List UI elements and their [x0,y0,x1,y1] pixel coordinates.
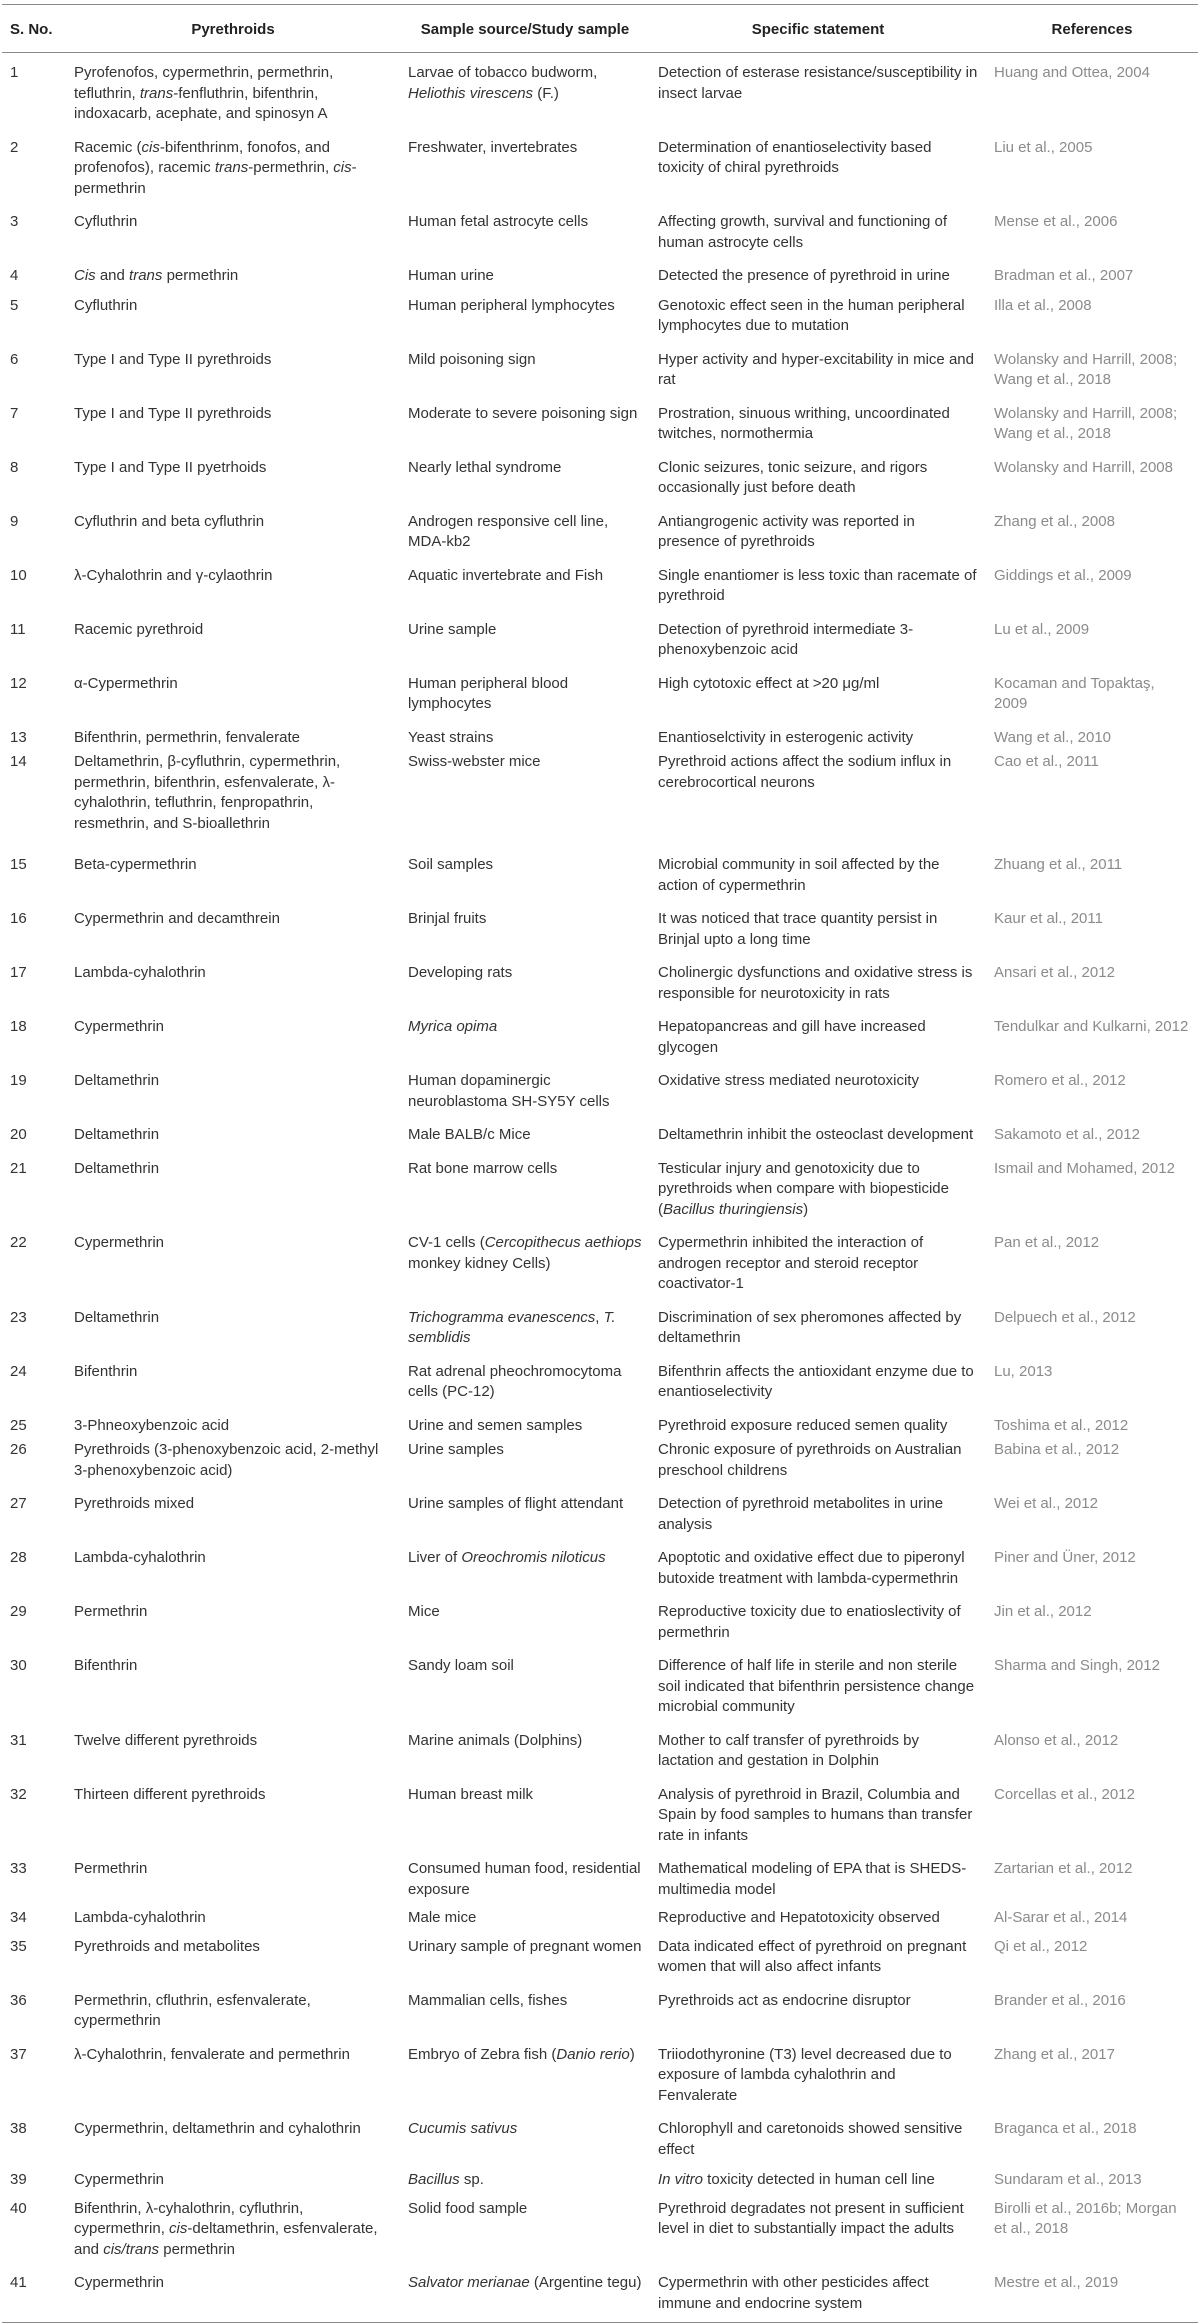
cell-reference: Cao et al., 2011 [994,753,1099,770]
cell-specific-statement: Mother to calf transfer of pyrethroids by lactation and gestation in Dolphin [658,1731,919,1769]
cell-specific-statement: Difference of half life in sterile and non sterile soil indicated that bifenthrin persistence change microbial community [658,1657,975,1715]
table-row [2,343,1198,397]
cell-pyrethroid: Cyfluthrin and beta cyfluthrin [74,512,265,530]
cell-pyrethroid: Deltamethrin [74,1072,160,1089]
cell-specific-statement: Cypermethrin with other pesticides affect immune and endocrine system [650,2266,986,2323]
cell-pyrethroid: Lambda-cyhalothrin [74,1909,206,1926]
cell-reference: Zhang et al., 2017 [994,2045,1115,2063]
cell-specific-statement: Triiodothyronine (T3) level decreased due to exposure of lambda cyhalothrin and Fenvalerate [658,2045,952,2104]
cell-sample-source: Human fetal astrocyte cells [408,213,589,230]
table-row [2,53,1198,131]
table-row [2,2266,1198,2323]
table-row [2,1487,1198,1541]
table-row [2,131,1198,206]
cell-pyrethroid: λ-Cyhalothrin and γ-cylaothrin [74,566,273,584]
cell-sample-source: Embryo of Zebra fish (Danio rerio) [408,2045,635,2063]
cell-pyrethroid: Cypermethrin [74,2171,165,2188]
cell-specific-statement: Testicular injury and genotoxicity due to pyrethroids when compare with biopesticide (Bacillus thuringiensis) [658,1159,949,1218]
cell-pyrethroid: Deltamethrin [74,1308,160,1326]
cell-reference: Wang et al., 2010 [994,728,1112,746]
table-row [2,750,1198,848]
cell-sample-source: Sandy loam soil [408,1657,514,1674]
table-row [2,205,1198,259]
cell-sno: 3 [10,213,19,230]
table-header [2,5,1198,53]
cell-reference: Pan et al., 2012 [994,1234,1100,1251]
cell-pyrethroid: Pyrethroids and metabolites [74,1937,260,1955]
cell-specific-statement: Analysis of pyrethroid in Brazil, Columbia and Spain by food samples to humans than transfer rate in infants [658,1785,973,1844]
cell-reference: Brander et al., 2016 [994,1991,1126,2009]
cell-pyrethroid: Bifenthrin [74,1657,138,1674]
table-row [2,289,1198,343]
cell-specific-statement: Prostration, sinuous writhing, uncoordinated twitches, normothermia [658,404,950,442]
cell-sno: 8 [10,458,19,476]
cell-reference: Jin et al., 2012 [994,1603,1092,1620]
cell-specific-statement: Deltamethrin inhibit the osteoclast development [658,1126,974,1143]
cell-specific-statement: Microbial community in soil affected by the action of cypermethrin [658,856,940,894]
cell-pyrethroid: Racemic pyrethroid [74,620,204,638]
cell-sno: 20 [10,1126,27,1143]
cell-sno: 7 [10,404,19,422]
cell-reference: Liu et al., 2005 [994,138,1093,156]
cell-sno: 38 [10,2120,27,2137]
cell-sno: 39 [10,2171,27,2188]
table-row [2,613,1198,667]
table-row [2,1438,1198,1487]
table-row [2,902,1198,956]
cell-pyrethroid: Cis and trans permethrin [74,267,239,284]
cell-reference: Ismail and Mohamed, 2012 [994,1159,1175,1177]
cell-specific-statement: Bifenthrin affects the antioxidant enzyme due to enantioselectivity [658,1362,974,1400]
cell-specific-statement: Apoptotic and oxidative effect due to piperonyl butoxide treatment with lambda-cypermethrin [658,1549,965,1587]
cell-sample-source: Human peripheral lymphocytes [408,296,615,314]
cell-sample-source: Nearly lethal syndrome [408,458,562,476]
cell-sno: 36 [10,1991,27,2009]
cell-reference: Sundaram et al., 2013 [994,2171,1142,2188]
cell-sno: 21 [10,1159,27,1177]
cell-specific-statement: Detected the presence of pyrethroid in urine [658,267,950,284]
cell-sno: 33 [10,1860,27,1877]
cell-sno: 2 [10,138,19,156]
cell-sample-source: Cucumis sativus [408,2120,518,2137]
cell-specific-statement: Reproductive toxicity due to enatioslectivity of permethrin [658,1603,961,1641]
cell-reference: Zartarian et al., 2012 [994,1860,1133,1877]
cell-reference: Romero et al., 2012 [994,1072,1126,1089]
cell-sample-source: Moderate to severe poisoning sign [408,404,638,422]
cell-sample-source: Human dopaminergic neuroblastoma SH-SY5Y cells [408,1072,610,1110]
table-row [2,1010,1198,1064]
cell-specific-statement: Hyper activity and hyper-excitability in mice and rat [658,350,974,388]
cell-pyrethroid: Type I and Type II pyrethroids [74,404,272,422]
cell-specific-statement: Clonic seizures, tonic seizure, and rigors occasionally just before death [658,458,928,496]
cell-sample-source: Developing rats [408,964,513,981]
cell-sno: 30 [10,1657,27,1674]
cell-sno: 14 [10,753,27,770]
table-row [2,667,1198,721]
cell-reference: Lu, 2013 [994,1362,1053,1380]
cell-pyrethroid: Racemic (cis-bifenthrinm, fonofos, and profenofos), racemic trans-permethrin, cis-permethrin [74,138,357,197]
cell-sample-source: Solid food sample [408,2199,528,2217]
cell-pyrethroid: Beta-cypermethrin [74,856,197,873]
cell-sample-source: Myrica opima [408,1018,498,1035]
cell-sno: 5 [10,296,19,314]
cell-specific-statement: Pyrethroid actions affect the sodium influx in cerebrocortical neurons [658,753,952,791]
cell-reference: Illa et al., 2008 [994,296,1092,314]
cell-specific-statement: Oxidative stress mediated neurotoxicity [658,1072,919,1089]
cell-specific-statement: It was noticed that trace quantity persist in Brinjal upto a long time [658,910,938,948]
cell-reference: Toshima et al., 2012 [994,1416,1129,1434]
cell-sample-source: Soil samples [408,856,494,873]
cell-pyrethroid: Thirteen different pyrethroids [74,1785,266,1803]
cell-sample-source: Yeast strains [408,728,494,746]
cell-sample-source: Liver of Oreochromis niloticus [408,1549,606,1566]
table-row [2,1226,1198,1301]
header-row [2,5,1198,53]
table-row [2,2038,1198,2113]
cell-sno: 10 [10,566,27,584]
cell-specific-statement: Detection of pyrethroid metabolites in urine analysis [658,1495,944,1533]
cell-specific-statement: Chronic exposure of pyrethroids on Australian preschool childrens [658,1441,962,1479]
cell-reference: Kocaman and Topaktaş, 2009 [994,674,1155,712]
cell-pyrethroid: Cypermethrin and decamthrein [74,910,280,927]
cell-specific-statement: Reproductive and Hepatotoxicity observed [658,1909,940,1926]
cell-specific-statement: Cypermethrin inhibited the interaction of androgen receptor and steroid receptor coactivator-1 [658,1234,924,1292]
cell-sample-source: Urinary sample of pregnant women [408,1937,642,1955]
cell-specific-statement: Data indicated effect of pyrethroid on pregnant women that will also affect infants [658,1937,967,1975]
cell-sample-source: Human urine [408,267,494,284]
cell-pyrethroid: Type I and Type II pyrethroids [74,350,272,368]
cell-pyrethroid: Bifenthrin, λ-cyhalothrin, cyfluthrin, cypermethrin, cis-deltamethrin, esfenvalerate, and cis/trans permethrin [74,2199,378,2258]
header-pyrethroids: Pyrethroids [66,5,400,53]
cell-pyrethroid: Bifenthrin, permethrin, fenvalerate [74,728,300,746]
cell-specific-statement: Cholinergic dysfunctions and oxidative stress is responsible for neurotoxicity in rats [658,964,973,1002]
cell-sno: 31 [10,1731,27,1749]
table-row [2,451,1198,505]
cell-sno: 16 [10,910,27,927]
cell-sample-source: Human breast milk [408,1785,534,1803]
cell-reference: Wei et al., 2012 [994,1495,1098,1512]
cell-sample-source: Bacillus sp. [408,2171,484,2188]
cell-sample-source: Rat adrenal pheochromocytoma cells (PC-12) [408,1362,622,1400]
table-row [2,721,1198,751]
cell-pyrethroid: Deltamethrin, β-cyfluthrin, cypermethrin, permethrin, bifenthrin, esfenvalerate, λ-cyhalothrin, tefluthrin, fenpropathrin, resmethrin, and S-bioallethrin [74,753,341,832]
cell-sno: 37 [10,2045,27,2063]
cell-sample-source: Urine samples of flight attendant [408,1495,624,1512]
cell-sno: 40 [10,2199,27,2217]
cell-reference: Al-Sarar et al., 2014 [994,1909,1128,1926]
cell-reference: Sharma and Singh, 2012 [994,1657,1160,1674]
cell-sno: 41 [2,2266,66,2323]
cell-pyrethroid: Cyfluthrin [74,213,138,230]
cell-sno: 19 [10,1072,27,1089]
cell-specific-statement: Antiangrogenic activity was reported in presence of pyrethroids [658,512,915,550]
cell-sample-source: Male mice [408,1909,477,1926]
cell-reference: Wolansky and Harrill, 2008; Wang et al., 2018 [994,404,1178,442]
cell-pyrethroid: Pyrethroids mixed [74,1495,195,1512]
cell-pyrethroid: Permethrin [74,1860,148,1877]
cell-specific-statement: High cytotoxic effect at >20 μg/ml [658,674,880,692]
header-sample-source: Sample source/Study sample [400,5,650,53]
table-row [2,397,1198,451]
cell-reference: Zhuang et al., 2011 [994,856,1123,873]
cell-sno: 13 [10,728,27,746]
cell-sno: 4 [10,267,19,284]
cell-pyrethroid: Pyrofenofos, cypermethrin, permethrin, tefluthrin, trans-fenfluthrin, bifenthrin, indoxacarb, acephate, and spinosyn A [74,64,334,122]
header-references: References [986,5,1198,53]
cell-sno: 17 [10,964,27,981]
cell-reference: Delpuech et al., 2012 [994,1308,1136,1326]
cell-sample-source: Urine samples [408,1441,504,1458]
cell-specific-statement: Detection of esterase resistance/susceptibility in insect larvae [658,64,978,102]
cell-specific-statement: Pyrethroid exposure reduced semen quality [658,1416,948,1434]
cell-specific-statement: Hepatopancreas and gill have increased glycogen [658,1018,926,1056]
cell-specific-statement: Affecting growth, survival and functioning of human astrocyte cells [658,213,948,251]
cell-sno: 11 [10,620,26,638]
cell-pyrethroid: Deltamethrin [74,1126,160,1143]
cell-sno: 34 [10,1909,27,1926]
table-row [2,1064,1198,1118]
cell-specific-statement: Discrimination of sex pheromones affected by deltamethrin [658,1308,962,1346]
table-row [2,1933,1198,1984]
cell-sno: 27 [10,1495,27,1512]
table-row [2,1778,1198,1853]
cell-sno: 26 [10,1441,27,1458]
cell-sample-source: Freshwater, invertebrates [408,138,578,156]
cell-specific-statement: Single enantiomer is less toxic than racemate of pyrethroid [658,566,977,604]
cell-pyrethroid: Pyrethroids (3-phenoxybenzoic acid, 2-methyl 3-phenoxybenzoic acid) [74,1441,379,1479]
cell-pyrethroid: Lambda-cyhalothrin [74,964,206,981]
cell-sno: 6 [10,350,19,368]
cell-sample-source: Male BALB/c Mice [408,1126,531,1143]
cell-reference: Qi et al., 2012 [994,1937,1088,1955]
cell-pyrethroid: Cypermethrin [66,2266,400,2323]
cell-sno: 1 [10,64,19,81]
cell-pyrethroid: Cypermethrin [74,1018,165,1035]
pyrethroid-studies-table [2,4,1198,2323]
cell-pyrethroid: Cyfluthrin [74,296,138,314]
cell-specific-statement: Mathematical modeling of EPA that is SHEDS-multimedia model [658,1860,967,1898]
cell-pyrethroid: Deltamethrin [74,1159,160,1177]
cell-sample-source: Mice [408,1603,440,1620]
cell-sample-source: Mild poisoning sign [408,350,536,368]
cell-reference: Lu et al., 2009 [994,620,1090,638]
table-row [2,956,1198,1010]
cell-reference: Ansari et al., 2012 [994,964,1115,981]
cell-reference: Wolansky and Harrill, 2008 [994,458,1173,476]
table-row [2,1409,1198,1439]
header-specific-statement: Specific statement [650,5,986,53]
cell-pyrethroid: Permethrin [74,1603,148,1620]
table-row [2,1595,1198,1649]
cell-sno: 29 [10,1603,27,1620]
cell-pyrethroid: Type I and Type II pyetrhoids [74,458,267,476]
table-row [2,1541,1198,1595]
table-body [2,53,1198,2323]
cell-sample-source: Consumed human food, residential exposure [408,1860,641,1898]
table-row [2,1301,1198,1355]
cell-sample-source: Swiss-webster mice [408,753,541,770]
cell-pyrethroid: Bifenthrin [74,1362,138,1380]
cell-sample-source: Rat bone marrow cells [408,1159,558,1177]
cell-reference: Alonso et al., 2012 [994,1731,1119,1749]
cell-specific-statement: In vitro toxicity detected in human cell line [658,2171,935,2188]
table-row [2,2166,1198,2195]
table-row [2,1152,1198,1227]
table-row [2,505,1198,559]
cell-reference: Wolansky and Harrill, 2008; Wang et al., 2018 [994,350,1178,388]
cell-specific-statement: Determination of enantioselectivity based toxicity of chiral pyrethroids [658,138,932,176]
cell-sample-source: Urine and semen samples [408,1416,583,1434]
cell-reference: Huang and Ottea, 2004 [994,64,1150,81]
cell-sno: 15 [10,856,27,873]
table-container [2,0,1198,2323]
cell-reference: Kaur et al., 2011 [994,910,1103,927]
cell-reference: Giddings et al., 2009 [994,566,1132,584]
cell-sno: 18 [10,1018,27,1035]
cell-specific-statement: Genotoxic effect seen in the human peripheral lymphocytes due to mutation [658,296,965,334]
cell-sno: 9 [10,512,19,530]
cell-sample-source: Trichogramma evanescencs, T. semblidis [408,1308,616,1346]
cell-sample-source: Human peripheral blood lymphocytes [408,674,569,712]
cell-specific-statement: Chlorophyll and caretonoids showed sensitive effect [658,2120,963,2158]
table-row [2,2195,1198,2267]
cell-sample-source: Salvator merianae (Argentine tegu) [400,2266,650,2323]
cell-reference: Bradman et al., 2007 [994,267,1134,284]
table-row [2,1984,1198,2038]
cell-pyrethroid: Lambda-cyhalothrin [74,1549,206,1566]
cell-pyrethroid: Cypermethrin [74,1234,165,1251]
cell-sno: 28 [10,1549,27,1566]
cell-sample-source: CV-1 cells (Cercopithecus aethiops monkey kidney Cells) [408,1234,642,1272]
table-row [2,1724,1198,1778]
cell-sample-source: Mammalian cells, fishes [408,1991,568,2009]
cell-reference: Sakamoto et al., 2012 [994,1126,1140,1143]
cell-reference: Babina et al., 2012 [994,1441,1120,1458]
cell-sno: 23 [10,1308,27,1326]
cell-sno: 24 [10,1362,27,1380]
cell-reference: Mestre et al., 2019 [986,2266,1198,2323]
table-row [2,1355,1198,1409]
cell-reference: Piner and Üner, 2012 [994,1549,1136,1566]
table-row [2,1118,1198,1152]
cell-reference: Mense et al., 2006 [994,213,1118,230]
cell-specific-statement: Pyrethroid degradates not present in sufficient level in diet to substantially impact the adults [658,2199,964,2237]
cell-sno: 25 [10,1416,27,1434]
cell-sno: 35 [10,1937,27,1955]
table-row [2,559,1198,613]
cell-specific-statement: Detection of pyrethroid intermediate 3-phenoxybenzoic acid [658,620,914,658]
cell-reference: Zhang et al., 2008 [994,512,1115,530]
cell-specific-statement: Enantioselctivity in esterogenic activity [658,728,914,746]
cell-specific-statement: Pyrethroids act as endocrine disruptor [658,1991,911,2009]
cell-sno: 22 [10,1234,27,1251]
cell-sample-source: Marine animals (Dolphins) [408,1731,583,1749]
cell-pyrethroid: Permethrin, cfluthrin, esfenvalerate, cypermethrin [74,1991,311,2029]
cell-sno: 32 [10,1785,27,1803]
table-row [2,1649,1198,1724]
table-row [2,1904,1198,1933]
header-sno: S. No. [2,5,66,53]
cell-pyrethroid: λ-Cyhalothrin, fenvalerate and permethrin [74,2045,350,2063]
cell-pyrethroid: 3-Phneoxybenzoic acid [74,1416,230,1434]
cell-sample-source: Brinjal fruits [408,910,487,927]
cell-reference: Braganca et al., 2018 [994,2120,1137,2137]
cell-sample-source: Urine sample [408,620,497,638]
table-row [2,2112,1198,2166]
cell-sno: 12 [10,674,27,692]
cell-pyrethroid: Twelve different pyrethroids [74,1731,258,1749]
cell-reference: Birolli et al., 2016b; Morgan et al., 2018 [994,2199,1177,2237]
cell-reference: Tendulkar and Kulkarni, 2012 [994,1018,1189,1035]
cell-sample-source: Larvae of tobacco budworm, Heliothis virescens (F.) [408,64,598,102]
cell-pyrethroid: Cypermethrin, deltamethrin and cyhalothrin [74,2120,361,2137]
table-row [2,848,1198,902]
cell-pyrethroid: α-Cypermethrin [74,674,178,692]
cell-sample-source: Aquatic invertebrate and Fish [408,566,604,584]
cell-sample-source: Androgen responsive cell line, MDA-kb2 [408,512,609,550]
cell-reference: Corcellas et al., 2012 [994,1785,1135,1803]
table-row [2,1852,1198,1904]
table-row [2,259,1198,289]
